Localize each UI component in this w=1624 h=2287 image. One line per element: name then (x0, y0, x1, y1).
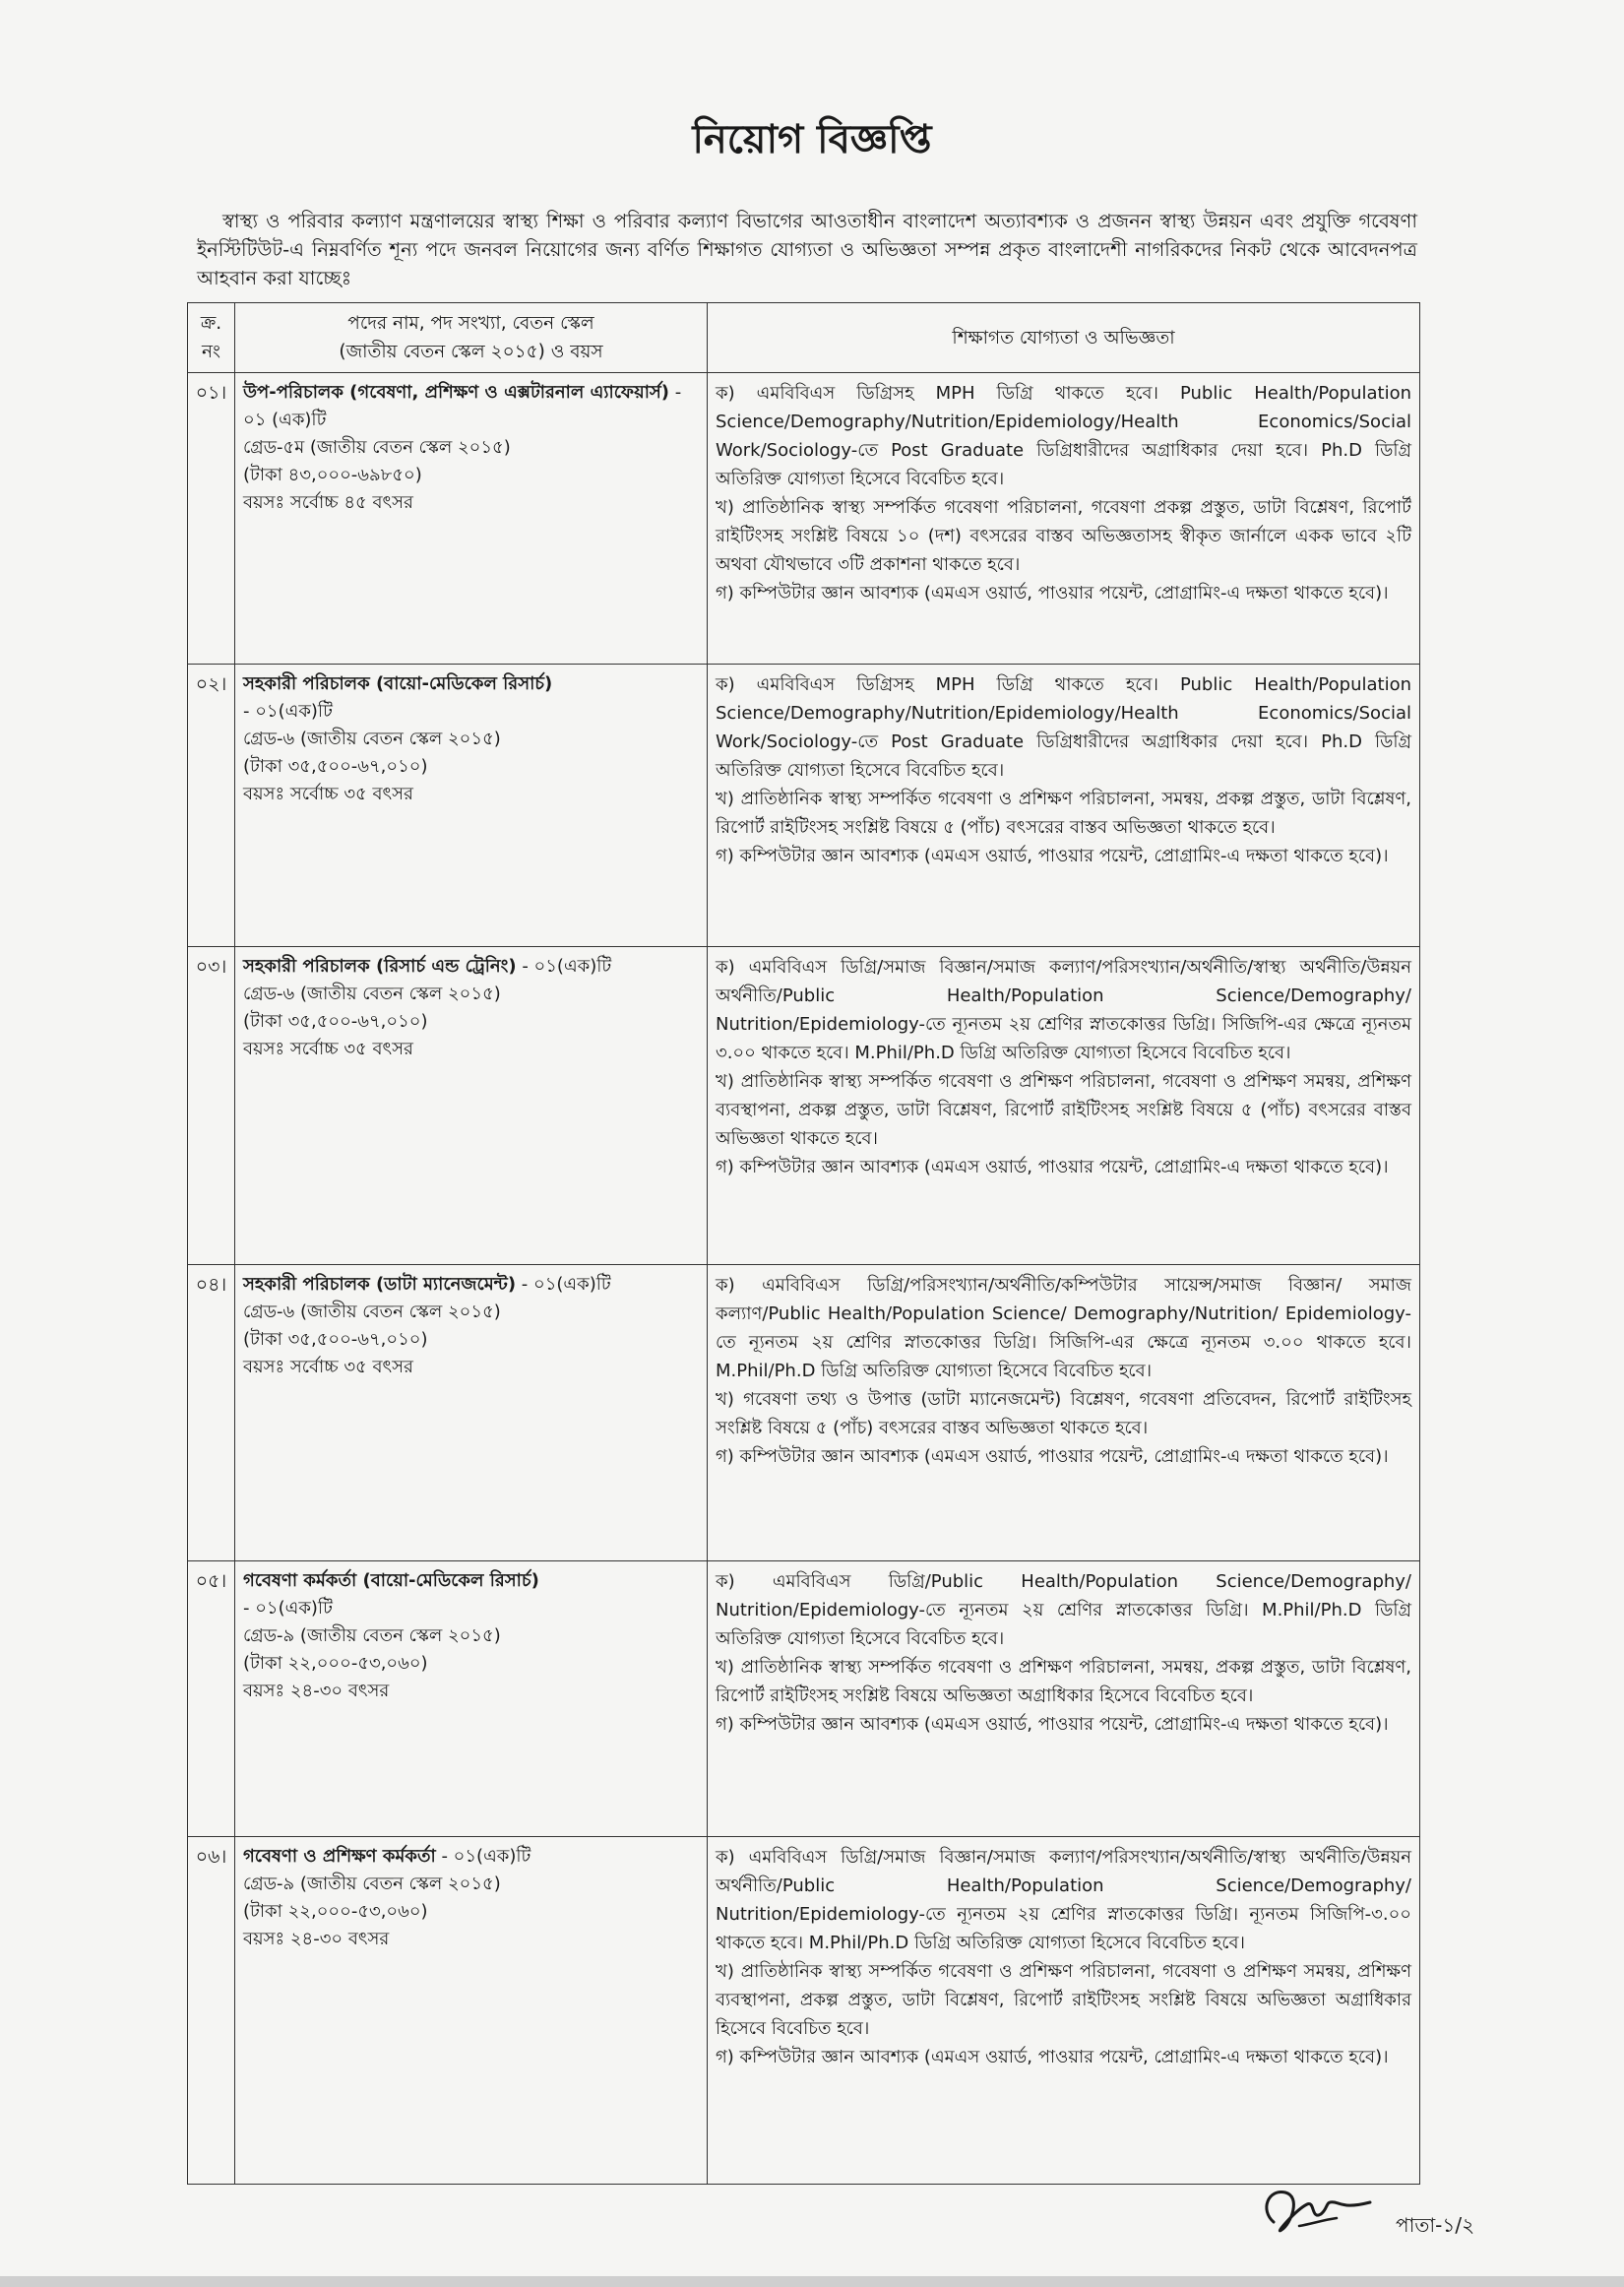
table-row (188, 665, 1420, 947)
post-cell (235, 1837, 708, 2185)
post-cell (235, 1265, 708, 1561)
row-serial: ০৪। (188, 1265, 235, 1561)
qualification-cell (708, 1265, 1420, 1561)
post-grade: গ্রেড-৫ম (জাতীয় বেতন স্কেল ২০১৫) (243, 437, 511, 458)
post-count: - ০১(এক)টি (516, 956, 612, 977)
table-row (188, 1561, 1420, 1837)
qualification-c: গ) কম্পিউটার জ্ঞান আবশ্যক (এমএস ওয়ার্ড, পাওয়ার পয়েন্ট, প্রোগ্রামিং-এ দক্ষতা থাকতে হবে)। (716, 1446, 1389, 1467)
post-name: সহকারী পরিচালক (ডাটা ম্যানেজমেন্ট) - ০১(এক)টি (243, 1274, 611, 1295)
post-age: বয়সঃ সর্বোচ্চ ৩৫ বৎসর (243, 784, 413, 804)
post-count: - ০১(এক)টি (516, 1274, 611, 1295)
post-age: বয়সঃ সর্বোচ্চ ৩৫ বৎসর (243, 1039, 413, 1059)
qualification-c: গ) কম্পিউটার জ্ঞান আবশ্যক (এমএস ওয়ার্ড, পাওয়ার পয়েন্ট, প্রোগ্রামিং-এ দক্ষতা থাকতে হবে)। (716, 2047, 1389, 2067)
qualification-cell (708, 665, 1420, 947)
post-grade: গ্রেড-৬ (জাতীয় বেতন স্কেল ২০১৫) (243, 1302, 501, 1322)
table-row (188, 947, 1420, 1265)
post-cell (235, 373, 708, 665)
qualification-b: খ) প্রাতিষ্ঠানিক স্বাস্থ্য সম্পর্কিত গবেষণা ও প্রশিক্ষণ পরিচালনা, গবেষণা ও প্রশিক্ষণ সমন্বয়, প্রশিক্ষণ ব্যবস্থাপনা, প্রকল্প প্রস্তুত, ডাটা বিশ্লেষণ, রিপোর্ট রাইটিংসহ সংশ্লিষ্ট বিষয়ে অভিজ্ঞতা অগ্রাধিকার হিসেবে বিবেচিত হবে। (716, 1961, 1411, 2039)
document-title: নিয়োগ বিজ্ঞপ্তি (692, 117, 932, 162)
qualification-c: গ) কম্পিউটার জ্ঞান আবশ্যক (এমএস ওয়ার্ড, পাওয়ার পয়েন্ট, প্রোগ্রামিং-এ দক্ষতা থাকতে হবে)। (716, 846, 1389, 866)
post-pay: (টাকা ৩৫,৫০০-৬৭,০১০) (243, 756, 428, 777)
qualification-a: ক) এমবিবিএস ডিগ্রিসহ MPH ডিগ্রি থাকতে হবে। Public Health/Population Science/Demography/Nutrition/Epidemiology/Health Economics/Social Work/Sociology-তে Post Graduate ডিগ্রিধারীদের অগ্রাধিকার দেয়া হবে। Ph.D ডিগ্রি অতিরিক্ত যোগ্যতা হিসেবে বিবেচিত হবে। (716, 383, 1411, 489)
qualification-c: গ) কম্পিউটার জ্ঞান আবশ্যক (এমএস ওয়ার্ড, পাওয়ার পয়েন্ট, প্রোগ্রামিং-এ দক্ষতা থাকতে হবে)। (716, 1157, 1389, 1177)
post-age: বয়সঃ ২৪-৩০ বৎসর (243, 1681, 390, 1701)
post-name: সহকারী পরিচালক (বায়ো-মেডিকেল রিসার্চ) - ০১(এক)টি (243, 673, 553, 722)
header-post: পদের নাম, পদ সংখ্যা, বেতন স্কেল (জাতীয় বেতন স্কেল ২০১৫) ও বয়স (235, 303, 708, 373)
page-number: পাতা-১/২ (1396, 2213, 1475, 2237)
post-pay: (টাকা ২২,০০০-৫৩,০৬০) (243, 1653, 428, 1674)
qualification-cell (708, 373, 1420, 665)
post-grade: গ্রেড-৬ (জাতীয় বেতন স্কেল ২০১৫) (243, 984, 501, 1004)
post-grade: গ্রেড-৯ (জাতীয় বেতন স্কেল ২০১৫) (243, 1874, 501, 1894)
qualification-b: খ) প্রাতিষ্ঠানিক স্বাস্থ্য সম্পর্কিত গবেষণা পরিচালনা, গবেষণা প্রকল্প প্রস্তুত, ডাটা বিশ্লেষণ, রিপোর্ট রাইটিংসহ সংশ্লিষ্ট বিষয়ে ১০ (দশ) বৎসরের বাস্তব অভিজ্ঞতাসহ স্বীকৃত জার্নালে একক ভাবে ২টি অথবা যৌথভাবে ৩টি প্রকাশনা থাকতে হবে। (716, 497, 1411, 575)
table-header-row (188, 303, 1420, 373)
post-cell (235, 665, 708, 947)
post-age: বয়সঃ সর্বোচ্চ ৩৫ বৎসর (243, 1357, 413, 1377)
qualification-cell (708, 1837, 1420, 2185)
post-cell (235, 947, 708, 1265)
signature-mark (1252, 2181, 1378, 2246)
post-count: - ০১(এক)টি (435, 1846, 531, 1867)
qualification-b: খ) প্রাতিষ্ঠানিক স্বাস্থ্য সম্পর্কিত গবেষণা ও প্রশিক্ষণ পরিচালনা, গবেষণা ও প্রশিক্ষণ সমন্বয়, প্রশিক্ষণ ব্যবস্থাপনা, প্রকল্প প্রস্তুত, ডাটা বিশ্লেষণ, রিপোর্ট রাইটিংসহ সংশ্লিষ্ট বিষয়ে ৫ (পাঁচ) বৎসরের বাস্তব অভিজ্ঞতা থাকতে হবে। (716, 1071, 1411, 1149)
post-grade: গ্রেড-৯ (জাতীয় বেতন স্কেল ২০১৫) (243, 1625, 501, 1646)
post-pay: (টাকা ৩৫,৫০০-৬৭,০১০) (243, 1011, 428, 1032)
row-serial: ০১। (188, 373, 235, 665)
qualification-a: ক) এমবিবিএস ডিগ্রিসহ MPH ডিগ্রি থাকতে হবে। Public Health/Population Science/Demography/Nutrition/Epidemiology/Health Economics/Social Work/Sociology-তে Post Graduate ডিগ্রিধারীদের অগ্রাধিকার দেয়া হবে। Ph.D ডিগ্রি অতিরিক্ত যোগ্যতা হিসেবে বিবেচিত হবে। (716, 674, 1411, 781)
table-row (188, 1837, 1420, 2185)
post-grade: গ্রেড-৬ (জাতীয় বেতন স্কেল ২০১৫) (243, 729, 501, 749)
post-pay: (টাকা ২২,০০০-৫৩,০৬০) (243, 1901, 428, 1922)
row-serial: ০৫। (188, 1561, 235, 1837)
table-row (188, 1265, 1420, 1561)
qualification-a: ক) এমবিবিএস ডিগ্রি/পরিসংখ্যান/অর্থনীতি/কম্পিউটার সায়েন্স/সমাজ বিজ্ঞান/ সমাজ কল্যাণ/Public Health/Population Science/ Demography/Nutrition/ Epidemiology-তে ন্যূনতম ২য় শ্রেণির স্নাতকোত্তর ডিগ্রি। সিজিপি-এর ক্ষেত্রে ন্যূনতম ৩.০০ থাকতে হবে। M.Phil/Ph.D ডিগ্রি অতিরিক্ত যোগ্যতা হিসেবে বিবেচিত হবে। (716, 1275, 1411, 1381)
post-cell (235, 1561, 708, 1837)
scan-edge (0, 2276, 1624, 2287)
post-pay: (টাকা ৩৫,৫০০-৬৭,০১০) (243, 1329, 428, 1350)
qualification-c: গ) কম্পিউটার জ্ঞান আবশ্যক (এমএস ওয়ার্ড, পাওয়ার পয়েন্ট, প্রোগ্রামিং-এ দক্ষতা থাকতে হবে)। (716, 1714, 1389, 1735)
post-name: গবেষণা ও প্রশিক্ষণ কর্মকর্তা - ০১(এক)টি (243, 1846, 531, 1867)
post-age: বয়সঃ ২৪-৩০ বৎসর (243, 1929, 390, 1949)
qualification-a: ক) এমবিবিএস ডিগ্রি/Public Health/Population Science/Demography/ Nutrition/Epidemiology-তে ন্যূনতম ২য় শ্রেণির স্নাতকোত্তর ডিগ্রি। M.Phil/Ph.D ডিগ্রি অতিরিক্ত যোগ্যতা হিসেবে বিবেচিত হবে। (716, 1571, 1411, 1649)
post-age: বয়সঃ সর্বোচ্চ ৪৫ বৎসর (243, 492, 413, 513)
qualification-a: ক) এমবিবিএস ডিগ্রি/সমাজ বিজ্ঞান/সমাজ কল্যাণ/পরিসংখ্যান/অর্থনীতি/স্বাস্থ্য অর্থনীতি/উন্নয়ন অর্থনীতি/Public Health/Population Science/Demography/ Nutrition/Epidemiology-তে ন্যূনতম ২য় শ্রেণির স্নাতকোত্তর ডিগ্রি। ন্যূনতম সিজিপি-৩.০০ থাকতে হবে। M.Phil/Ph.D ডিগ্রি অতিরিক্ত যোগ্যতা হিসেবে বিবেচিত হবে। (716, 1847, 1411, 1953)
post-name: উপ-পরিচালক (গবেষণা, প্রশিক্ষণ ও এক্সটারনাল এ্যাফেয়ার্স) - ০১ (এক)টি (243, 382, 682, 430)
qualification-c: গ) কম্পিউটার জ্ঞান আবশ্যক (এমএস ওয়ার্ড, পাওয়ার পয়েন্ট, প্রোগ্রামিং-এ দক্ষতা থাকতে হবে)। (716, 583, 1389, 604)
qualification-cell (708, 1561, 1420, 1837)
post-count: - ০১(এক)টি (243, 701, 333, 722)
qualification-a: ক) এমবিবিএস ডিগ্রি/সমাজ বিজ্ঞান/সমাজ কল্যাণ/পরিসংখ্যান/অর্থনীতি/স্বাস্থ্য অর্থনীতি/উন্নয়ন অর্থনীতি/Public Health/Population Science/Demography/ Nutrition/Epidemiology-তে ন্যূনতম ২য় শ্রেণির স্নাতকোত্তর ডিগ্রি। সিজিপি-এর ক্ষেত্রে ন্যূনতম ৩.০০ থাকতে হবে। M.Phil/Ph.D ডিগ্রি অতিরিক্ত যোগ্যতা হিসেবে বিবেচিত হবে। (716, 957, 1411, 1063)
vacancy-table (187, 302, 1420, 2185)
post-count: - ০১ (এক)টি (243, 382, 682, 430)
qualification-b: খ) প্রাতিষ্ঠানিক স্বাস্থ্য সম্পর্কিত গবেষণা ও প্রশিক্ষণ পরিচালনা, সমন্বয়, প্রকল্প প্রস্তুত, ডাটা বিশ্লেষণ, রিপোর্ট রাইটিংসহ সংশ্লিষ্ট বিষয়ে অভিজ্ঞতা অগ্রাধিকার হিসেবে বিবেচিত হবে। (716, 1657, 1411, 1706)
header-qualification: শিক্ষাগত যোগ্যতা ও অভিজ্ঞতা (708, 303, 1420, 373)
table-row (188, 373, 1420, 665)
post-pay: (টাকা ৪৩,০০০-৬৯৮৫০) (243, 465, 422, 485)
qualification-b: খ) প্রাতিষ্ঠানিক স্বাস্থ্য সম্পর্কিত গবেষণা ও প্রশিক্ষণ পরিচালনা, সমন্বয়, প্রকল্প প্রস্তুত, ডাটা বিশ্লেষণ, রিপোর্ট রাইটিংসহ সংশ্লিষ্ট বিষয়ে ৫ (পাঁচ) বৎসরের বাস্তব অভিজ্ঞতা থাকতে হবে। (716, 789, 1411, 838)
intro-paragraph: স্বাস্থ্য ও পরিবার কল্যাণ মন্ত্রণালয়ের স্বাস্থ্য শিক্ষা ও পরিবার কল্যাণ বিভাগের আওতাধীন বাংলাদেশ অত্যাবশ্যক ও প্রজনন স্বাস্থ্য উন্নয়ন এবং প্রযুক্তি গবেষণা ইনস্টিটিউট-এ নিম্নবর্ণিত শূন্য পদে জনবল নিয়োগের জন্য বর্ণিত শিক্ষাগত যোগ্যতা ও অভিজ্ঞতা সম্পন্ন প্রকৃত বাংলাদেশী নাগরিকদের নিকট থেকে আবেদনপত্র আহবান করা যাচ্ছেঃ (197, 210, 1417, 289)
row-serial: ০২। (188, 665, 235, 947)
row-serial: ০৩। (188, 947, 235, 1265)
header-serial: ক্র. নং (188, 303, 235, 373)
post-name: গবেষণা কর্মকর্তা (বায়ো-মেডিকেল রিসার্চ) - ০১(এক)টি (243, 1570, 539, 1619)
post-count: - ০১(এক)টি (243, 1598, 333, 1619)
row-serial: ০৬। (188, 1837, 235, 2185)
qualification-b: খ) গবেষণা তথ্য ও উপাত্ত (ডাটা ম্যানেজমেন্ট) বিশ্লেষণ, গবেষণা প্রতিবেদন, রিপোর্ট রাইটিংসহ সংশ্লিষ্ট বিষয়ে ৫ (পাঁচ) বৎসরের বাস্তব অভিজ্ঞতা থাকতে হবে। (716, 1389, 1411, 1438)
qualification-cell (708, 947, 1420, 1265)
post-name: সহকারী পরিচালক (রিসার্চ এন্ড ট্রেনিং) - ০১(এক)টি (243, 956, 612, 977)
